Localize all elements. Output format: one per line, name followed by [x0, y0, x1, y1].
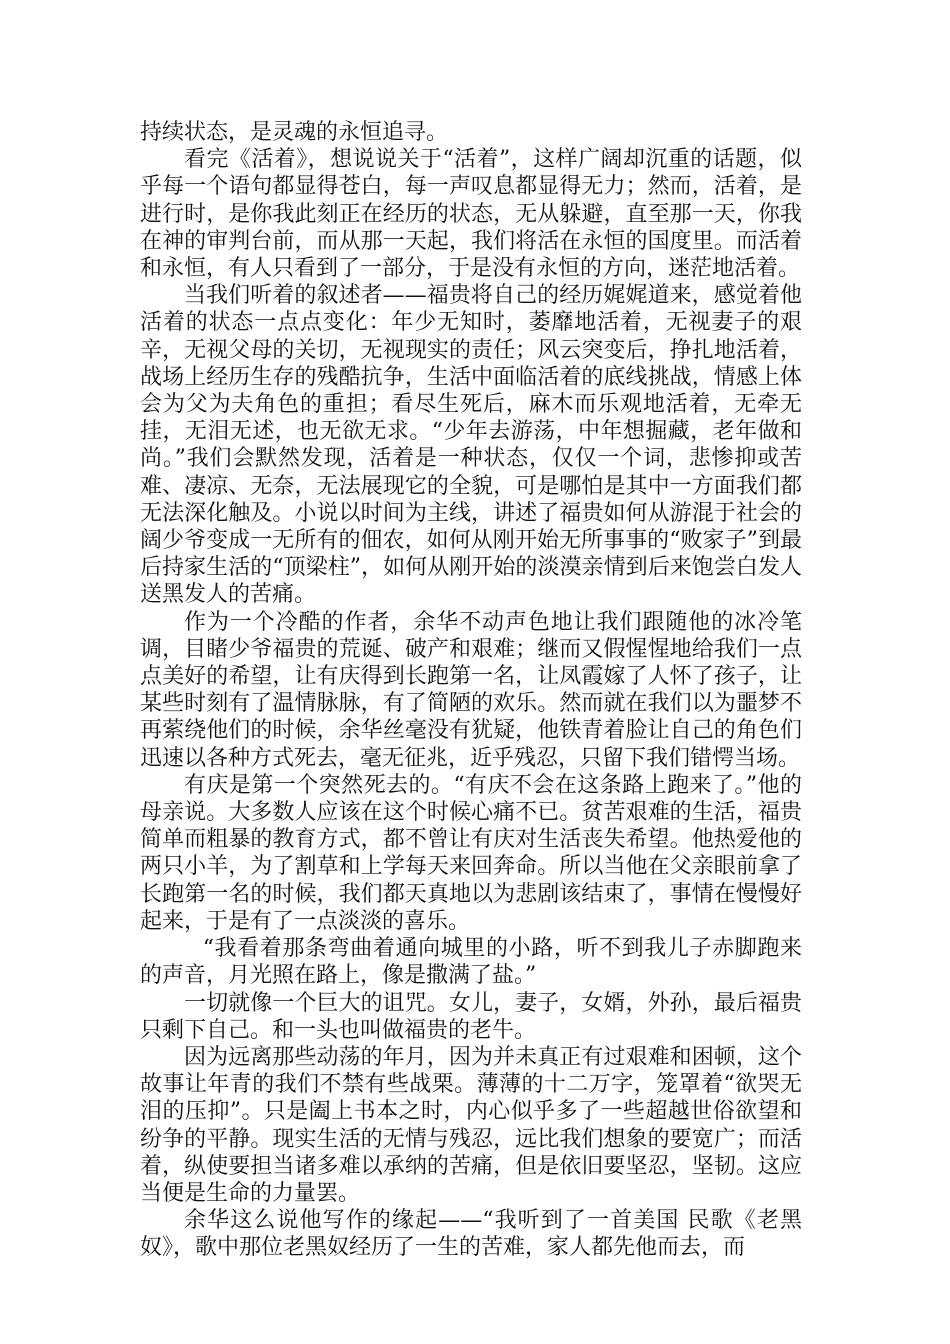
paragraph-8: 因为远离那些动荡的年月，因为并未真正有过艰难和困顿，这个故事让年青的我们不禁有些战栗。薄薄的十二万字，笼罩着“欲哭无泪的压抑”。只是阖上书本之时，内心似乎多了一些超越世俗欲望和纷争的平静。现实生活的无情与残忍，远比我们想象的要宽广；而活着，纵使要担当诸多难以承纳的苦痛，但是依旧要坚忍，坚韧。这应当便是生命的力量罢。	[140, 1044, 802, 1206]
paragraph-1: 持续状态，是灵魂的永恒追寻。	[140, 120, 449, 145]
paragraph-3: 当我们听着的叙述者——福贵将自己的经历娓娓道来，感觉着他活着的状态一点点变化：年少无知时，萎靡地活着，无视妻子的艰辛，无视父母的关切，无视现实的责任；风云突变后，挣扎地活着，战场上经历生存的残酷抗争，生活中面临活着的底线挑战，情感上体会为父为夫角色的重担；看尽生死后，麻木而乐观地活着，无牵无挂，无泪无述，也无欲无求。“少年去游荡，中年想掘藏，老年做和尚。”我们会默然发现，活着是一种状态，仅仅一个词，悲惨抑或苦难、凄凉、无奈，无法展现它的全貌，可是哪怕是其中一方面我们都无法深化触及。小说以时间为主线，讲述了福贵如何从游混于社会的阔少爷变成一无所有的佃农，如何从刚开始无所事事的“败家子”到最后持家生活的“顶梁柱”，如何从刚开始的淡漠亲情到后来饱尝白发人送黑发人的苦痛。	[140, 283, 802, 608]
paragraph-2: 看完《活着》，想说说关于“活着”，这样广阔却沉重的话题，似乎每一个语句都显得苍白，每一声叹息都显得无力；然而，活着，是进行时，是你我此刻正在经历的状态，无从躲避，直至那一天，你我在神的审判台前，而从那一天起，我们将活在永恒的国度里。而活着和永恒，有人只看到了一部分，于是没有永恒的方向，迷茫地活着。	[140, 147, 802, 282]
paragraph-7: 一切就像一个巨大的诅咒。女儿，妻子，女婿，外孙，最后福贵只剩下自己。和一头也叫做福贵的老牛。	[140, 990, 802, 1043]
paragraph-6-quote: “我看着那条弯曲着通向城里的小路，听不到我儿子赤脚跑来的声音，月光照在路上，像是撒满了盐。”	[140, 936, 802, 989]
paragraph-9: 余华这么说他写作的缘起——“我听到了一首美国 民歌《老黑奴》，歌中那位老黑奴经历了一生的苦难，家人都先他而去，而	[140, 1208, 802, 1261]
paragraph-4: 作为一个冷酷的作者，余华不动声色地让我们跟随他的冰冷笔调，目睹少爷福贵的荒诞、破产和艰难；继而又假惺惺地给我们一点点美好的希望，让有庆得到长跑第一名，让凤霞嫁了人怀了孩子，让某些时刻有了温情脉脉，有了简陋的欢乐。然而就在我们以为噩梦不再萦绕他们的时候，余华丝毫没有犹疑，他铁青着脸让自己的角色们迅速以各种方式死去，毫无征兆，近乎残忍，只留下我们错愕当场。	[140, 609, 802, 771]
paragraph-5: 有庆是第一个突然死去的。“有庆不会在这条路上跑来了。”他的母亲说。大多数人应该在这个时候心痛不已。贫苦艰难的生活，福贵简单而粗暴的教育方式，都不曾让有庆对生活丧失希望。他热爱他的两只小羊，为了割草和上学每天来回奔命。所以当他在父亲眼前拿了长跑第一名的时候，我们都天真地以为悲剧该结束了，事情在慢慢好起来，于是有了一点淡淡的喜乐。	[140, 772, 802, 934]
document-body	[140, 119, 802, 1262]
